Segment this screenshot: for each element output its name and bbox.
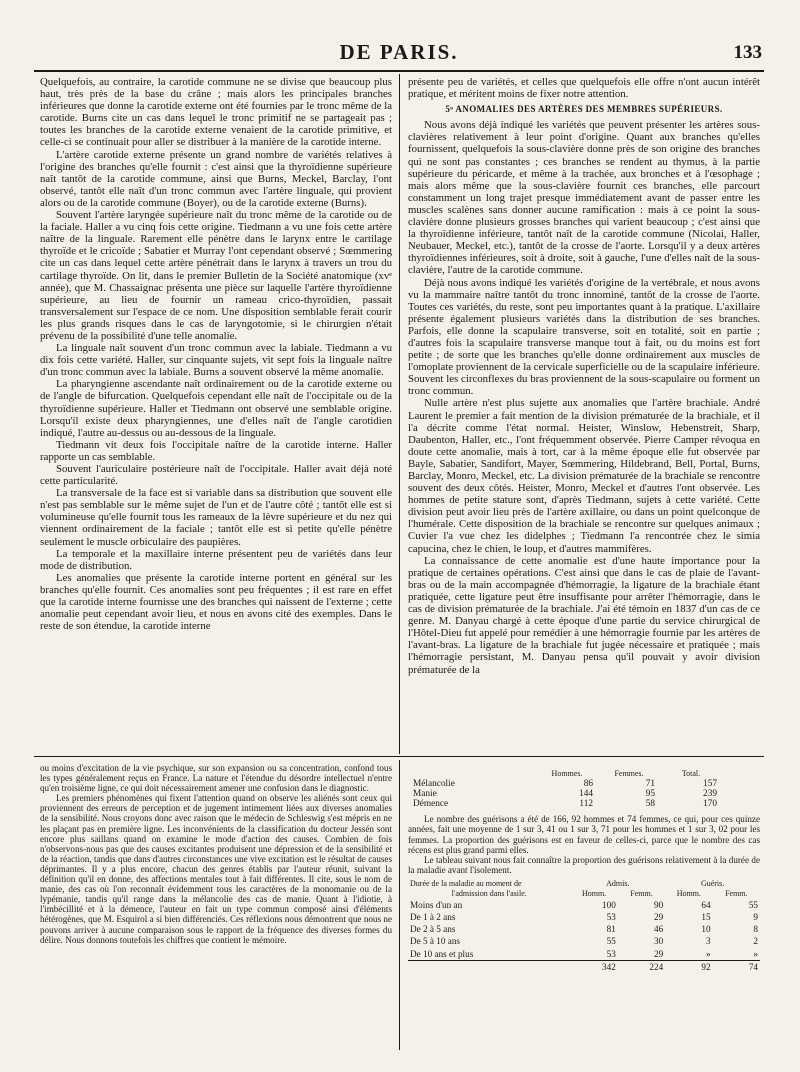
- paragraph: ou moins d'excitation de la vie psychique, sur son expansion ou sa concentration, confond tous les types généralement reçus en France. La nature et l'étendue du désordre intellectuel n'entre qu'en troisième ligne, ce qui doit nécessairement amener une confusion dans le diagnostic.: [40, 763, 392, 794]
- diagnosis-table: [408, 769, 722, 809]
- table-row: [408, 923, 760, 935]
- row-label: De 10 ans et plus: [410, 948, 474, 959]
- table-row: [408, 935, 760, 947]
- masthead: [34, 38, 764, 66]
- article-column-left: [40, 76, 392, 752]
- table-cell: »: [705, 948, 711, 959]
- table-group-header: Guéris.: [700, 878, 725, 888]
- table-cell: 9: [753, 912, 758, 923]
- column-divider-lower: [399, 760, 400, 1050]
- row-label: Moins d'un an: [410, 900, 463, 911]
- table-cell: 239: [703, 789, 717, 800]
- paragraph: présente peu de variétés, et celles que quelquefois elle offre n'ont aucun intérêt pratique, et méritent moins de fixer notre attention.: [408, 76, 760, 101]
- column-divider-upper: [399, 74, 400, 754]
- table-cell: 224: [618, 960, 665, 973]
- table-cell: 53: [606, 948, 616, 959]
- paragraph: La temporale et la maxillaire interne présentent peu de variétés dans leur mode de distribution.: [40, 547, 392, 572]
- paragraph: Les premiers phénomènes qui fixent l'attention quand on observe les aliénés sont ceux qui proviennent des erreurs de perception et de jugement intimement liées aux diverses anomalies de la sensibilité. Nous croyons donc avec raison que le médecin de Schleswig s'est mépris en ne les plaçant pas en première ligne. Les inconvénients de la classification du docteur Jessén sont encore plus saillans quand on examine le mode d'action des causes. Combien de fois n'observons-nous pas que des causes excitantes produisent une dépression et de la sensibilité et de la réaction, tandis que dans d'autres circonstances une vive excitation est le résultat de causes déprimantes. Il y a plus encore, chacun des genres établis par l'auteur réunit, suivant la définition qu'il en donne, des affections mentales tout à fait différentes. Il cite, sous le nom de manie, des cas où l'on reconnaît évidemment tous les caractères de la monomanie ou de la lypémanie, tandis qu'il range dans la mélancolie des cas de manie. Quant à l'idiotie, à l'imbécillité et à la démence, l'auteur en fait un type commun composé ainsi d'éléments hétérogènes, que M. Esquirol a si bien différenciés. Ces réflexions nous démontrent que nous ne pouvons arriver à aucune comparaison sous le rapport de la fréquence des diverses formes du délire. Nous donnons toutefois les chiffres que contient le mémoire.: [40, 793, 392, 945]
- row-label: De 2 à 5 ans: [410, 924, 456, 935]
- table-cell: 95: [645, 789, 655, 800]
- table-header: Homm.: [582, 889, 607, 899]
- table-cell: 53: [606, 912, 616, 923]
- table-cell: 10: [701, 924, 711, 935]
- table-header: Femm.: [725, 889, 748, 899]
- feuilleton-column-left: [40, 763, 392, 1049]
- table-cell: 3: [705, 936, 711, 947]
- table-row: [408, 789, 722, 799]
- table-cell: 8: [753, 924, 758, 935]
- paragraph: Nulle artère n'est plus sujette aux anomalies que l'artère brachiale. André Laurent le premier a fait mention de la division prématurée de la brachiale, et il l'a décrite comme l'état normal. Heister, Winslow, Hebenstreit, Sharp, Daubenton, Haller, etc., l'ont fréquemment observée. Pierre Camper révoqua en doute cette anomalie, mais à tort, car à la même époque elle fut observée par Bayle, Sabatier, Sandifort, Mayer, Sœmmering, Hildebrand, Bell, Portal, Burns, Barclay, Monro, Meckel, etc. La division prématurée de la brachiale se rencontre souvent des deux côtés. Heister, Monro, Meckel et d'autres l'ont observée. Les hommes de petite stature sont, d'après Tiedmann, sujets à cette variété. Cette division peut avoir lieu près de l'artère axillaire, ou dans un point quelconque de l'humérale. Cette disposition de la brachiale se rencontre sur quelques animaux ; Cuvier l'a vue chez les didelphes ; Tiedmann l'a rencontrée chez le simia capucina, chez le chien, le loup, et d'autres mammifères.: [408, 397, 760, 555]
- table-cell: 90: [654, 900, 664, 911]
- row-label: De 5 à 10 ans: [410, 936, 461, 947]
- table-cell: 46: [654, 924, 664, 935]
- paragraph: La connaissance de cette anomalie est d'une haute importance pour la pratique de certaines opérations. C'est ainsi que dans le cas de plaie de l'avant-bras ou de la main accompagnée d'hémorragie, la ligature de la brachiale étant pratiquée, cette ligature peut être insuffisante pour arrêter l'hémorragie, dans le cas de division prématurée de la brachiale. J'ai été témoin en 1837 d'un cas de ce genre. M. Danyau chargé à cette époque d'une partie du service chirurgical de l'Hôtel-Dieu fut appelé pour remédier à une hémorragie fournie par les artères de l'avant-bras. La ligature de la brachiale fut jugée nécessaire et pratiquée ; mais l'hémorragie persistant, M. Danyau pensa qu'il pouvait y avoir division prématurée de la: [408, 554, 760, 676]
- table-cell: 157: [703, 779, 717, 790]
- feuilleton-column-right: [408, 763, 760, 1049]
- table-total-row: [408, 960, 760, 973]
- table-cell: 81: [606, 924, 616, 935]
- table-header: Femmes.: [614, 769, 644, 778]
- section-divider: [34, 756, 764, 757]
- article-column-right: [408, 76, 760, 752]
- paragraph: L'artère carotide externe présente un grand nombre de variétés relatives à l'origine des branches qu'elle fournit : c'est ainsi que la thyroïdienne supérieure naît tantôt de la carotide commune, ainsi que Burns, Meckel, Barclay, l'ont observé, tantôt elle naît d'un tronc commun avec l'artère linguale, qui provient alors ou de la carotide commune (Boyer), ou de la carotide externe (Burns).: [40, 148, 392, 209]
- table-cell: »: [753, 948, 758, 959]
- table-cell: 71: [645, 779, 655, 790]
- table-cell: 92: [665, 960, 712, 973]
- table-cell: 342: [570, 960, 617, 973]
- table-header: Hommes.: [551, 769, 583, 778]
- table-cell: 86: [583, 779, 593, 790]
- running-title: DE PARIS.: [339, 40, 459, 64]
- header-rule: [34, 70, 764, 72]
- row-label: Démence: [413, 799, 449, 810]
- table-cell: 112: [579, 799, 593, 810]
- table-cell: 30: [654, 936, 664, 947]
- table-cell: 144: [579, 789, 593, 800]
- table-header: Femm.: [630, 889, 653, 899]
- table-header: l'admission dans l'asile.: [451, 889, 527, 899]
- table-cell: 29: [654, 912, 664, 923]
- table-row: [408, 799, 722, 809]
- table-cell: 55: [748, 900, 758, 911]
- paragraph: Le nombre des guérisons a été de 166, 92 hommes et 74 femmes, ce qui, pour ces quinze années, fait une moyenne de 1 sur 3, 41 ou 1 sur 3, 71 pour les hommes et 1 sur 3, 02 pour les femmes. La proportion des guérisons est en faveur de celles-ci, parce que le nombre des cas récens est plus grand parmi elles.: [408, 814, 760, 855]
- recovery-table: [408, 879, 760, 973]
- paragraph: Quelquefois, au contraire, la carotide commune ne se divise que beaucoup plus haut, très près de la base du crâne ; mais alors les principales branches inférieures que donne la carotide externe ont été fournies par le tronc même de la carotide. Burns cite un cas dans lequel le tronc primitif ne se partageait pas ; toutes les branches de la carotide externe venaient de la carotide primitive, et celle-ci se continuait pour aller se distribuer à la manière de la carotide interne.: [40, 76, 392, 149]
- paragraph: Le tableau suivant nous fait connaître la proportion des guérisons relativement à la durée de la maladie avant l'isolement.: [408, 854, 760, 875]
- paragraph: Souvent l'artère laryngée supérieure naît du tronc même de la carotide ou de la faciale. Haller a vu cinq fois cette origine. Tiedmann a vu une fois cette artère naître de la linguale. Rarement elle pénètre dans le larynx entre le cartilage thyroïde et le cricoïde ; Sabatier et Murray l'ont cependant observé ; Sœmmering cite un cas dans lequel cette artère pénétrait dans le larynx à travers un trou du cartilage thyroïde. On lit, dans le premier Bulletin de la Société anatomique (xvᵉ année), que M. Chassaignac présenta une pièce sur laquelle l'artère thyroïdienne supérieure, au lieu de fournir un rameau crico-thyroïdien, passait transversalement sur l'espace de ce nom. Une disposition semblable ferait courir les plus grands risques dans le cas de laryngotomie, si le chirurgien n'était prévenu de la possibilité d'une telle anomalie.: [40, 209, 392, 342]
- table-row: [408, 911, 760, 923]
- table-cell: 58: [645, 799, 655, 810]
- table-group-header: Admis.: [606, 878, 630, 888]
- table-cell: 15: [701, 912, 711, 923]
- paragraph: Souvent l'auriculaire postérieure naît de l'occipitale. Haller avait déjà noté cette particularité.: [40, 463, 392, 488]
- table-row: [408, 899, 760, 911]
- table-header: Durée de la maladie au moment de: [410, 878, 522, 888]
- table-row: [408, 779, 722, 789]
- table-cell: 29: [654, 948, 664, 959]
- paragraph: Les anomalies que présente la carotide interne portent en général sur les branches qu'elle fournit. Ces anomalies sont peu fréquentes ; il est rare en effet que la carotide interne fournisse une des branches qui naissent de l'externe ; cette anomalie peut cependant avoir lieu, et nous en avons cité des exemples. Dans le reste de son étendue, la carotide interne: [40, 571, 392, 633]
- paragraph: La transversale de la face est si variable dans sa distribution que souvent elle n'est pas semblable sur le même sujet de l'un et de l'autre côté ; tantôt elle est si volumineuse qu'elle fournit tous les rameaux de la lèvre supérieure et du nez qui viennent ordinairement de la faciale ; tantôt elle est si petite qu'elle pénètre seulement le muscle orbiculaire des paupières.: [40, 487, 392, 548]
- paragraph: Déjà nous avons indiqué les variétés d'origine de la vertébrale, et nous avons vu la mammaire naître tantôt du tronc innominé, tantôt de la crosse de l'aorte. Toutes ces variétés, du reste, sont peu importantes quant à la pratique. L'axillaire présente également plusieurs variétés dans la distribution de ses branches. Parfois, elle donne la scapulaire transverse, soit en totalité, soit en partie ; d'autres fois la scapulaire transverse manque tout à fait, ou du moins est fort petite ; de sorte que les branches qu'elle donne ordinairement aux muscles de l'omoplate proviennent de la cervicale superficielle ou de la scapulaire inférieure. Souvent les circonflexes du bras proviennent de la sous-scapulaire ou forment un tronc commun.: [408, 276, 760, 398]
- table-cell: 2: [753, 936, 758, 947]
- section-heading: 5ᵒ ANOMALIES DES ARTÈRES DES MEMBRES SUPÉRIEURS.: [445, 104, 723, 115]
- table-cell: 64: [701, 900, 711, 911]
- table-cell: 100: [602, 900, 616, 911]
- row-label: De 1 à 2 ans: [410, 912, 456, 923]
- table-row: [408, 948, 760, 961]
- table-cell: 170: [703, 799, 717, 810]
- table-cell: 74: [713, 960, 760, 973]
- table-header: Homm.: [676, 889, 701, 899]
- table-cell: 55: [606, 936, 616, 947]
- row-label: Manie: [413, 789, 437, 800]
- paragraph: La pharyngienne ascendante naît ordinairement ou de la carotide externe ou de l'angle de bifurcation. Quelquefois cependant elle naît de l'occipitale ou de la thyroïdienne supérieure. Haller et Tiedmann ont observé une semblable origine. Lorsqu'il existe deux pharyngiennes, une d'elles naît de l'angle carotidien indiqué, l'autre au-dessus ou au-dessous de la linguale.: [40, 378, 392, 439]
- row-label: Mélancolie: [413, 779, 455, 790]
- paragraph: Nous avons déjà indiqué les variétés que peuvent présenter les artères sous-clavières relativement à leur point d'origine. Quant aux branches qu'elles fournissent, quelquefois la sous-clavière donne près de son origine des branches qui ne sont pas constantes ; ces branches se rendent au thymus, à la partie supérieure du péricarde, et même à la trachée, aux bronches et à l'œsophage ; mais alors même que la sous-clavière fournit ces branches, elle parcourt constamment un long trajet presque immédiatement avant de passer entre les muscles scalènes sans donner aucune ramification : mais à ce point la sous-clavière donne plusieurs grosses branches qui varient beaucoup ; c'est ainsi que la thyroïdienne inférieure, tantôt naît de la carotide commune (Nicolai, Haller, Neubauer, Meckel, etc.), tantôt de la crosse de l'aorte. Lorsqu'il y a deux artères thyroïdiennes inférieures, soit à droite, soit à gauche, l'une d'elles naît de la sous-clavière, l'autre de la carotide commune.: [408, 119, 760, 277]
- page-number: 133: [733, 42, 762, 63]
- paragraph: Tiedmann vit deux fois l'occipitale naître de la carotide interne. Haller rapporte un cas semblable.: [40, 438, 392, 463]
- paragraph: La linguale naît souvent d'un tronc commun avec la labiale. Tiedmann a vu dix fois cette variété. Haller, sur cinquante sujets, vit sept fois la linguale naître d'un tronc commun avec la labiale. Burns a souvent observé la même anomalie.: [40, 342, 392, 379]
- table-header: Total.: [681, 769, 701, 778]
